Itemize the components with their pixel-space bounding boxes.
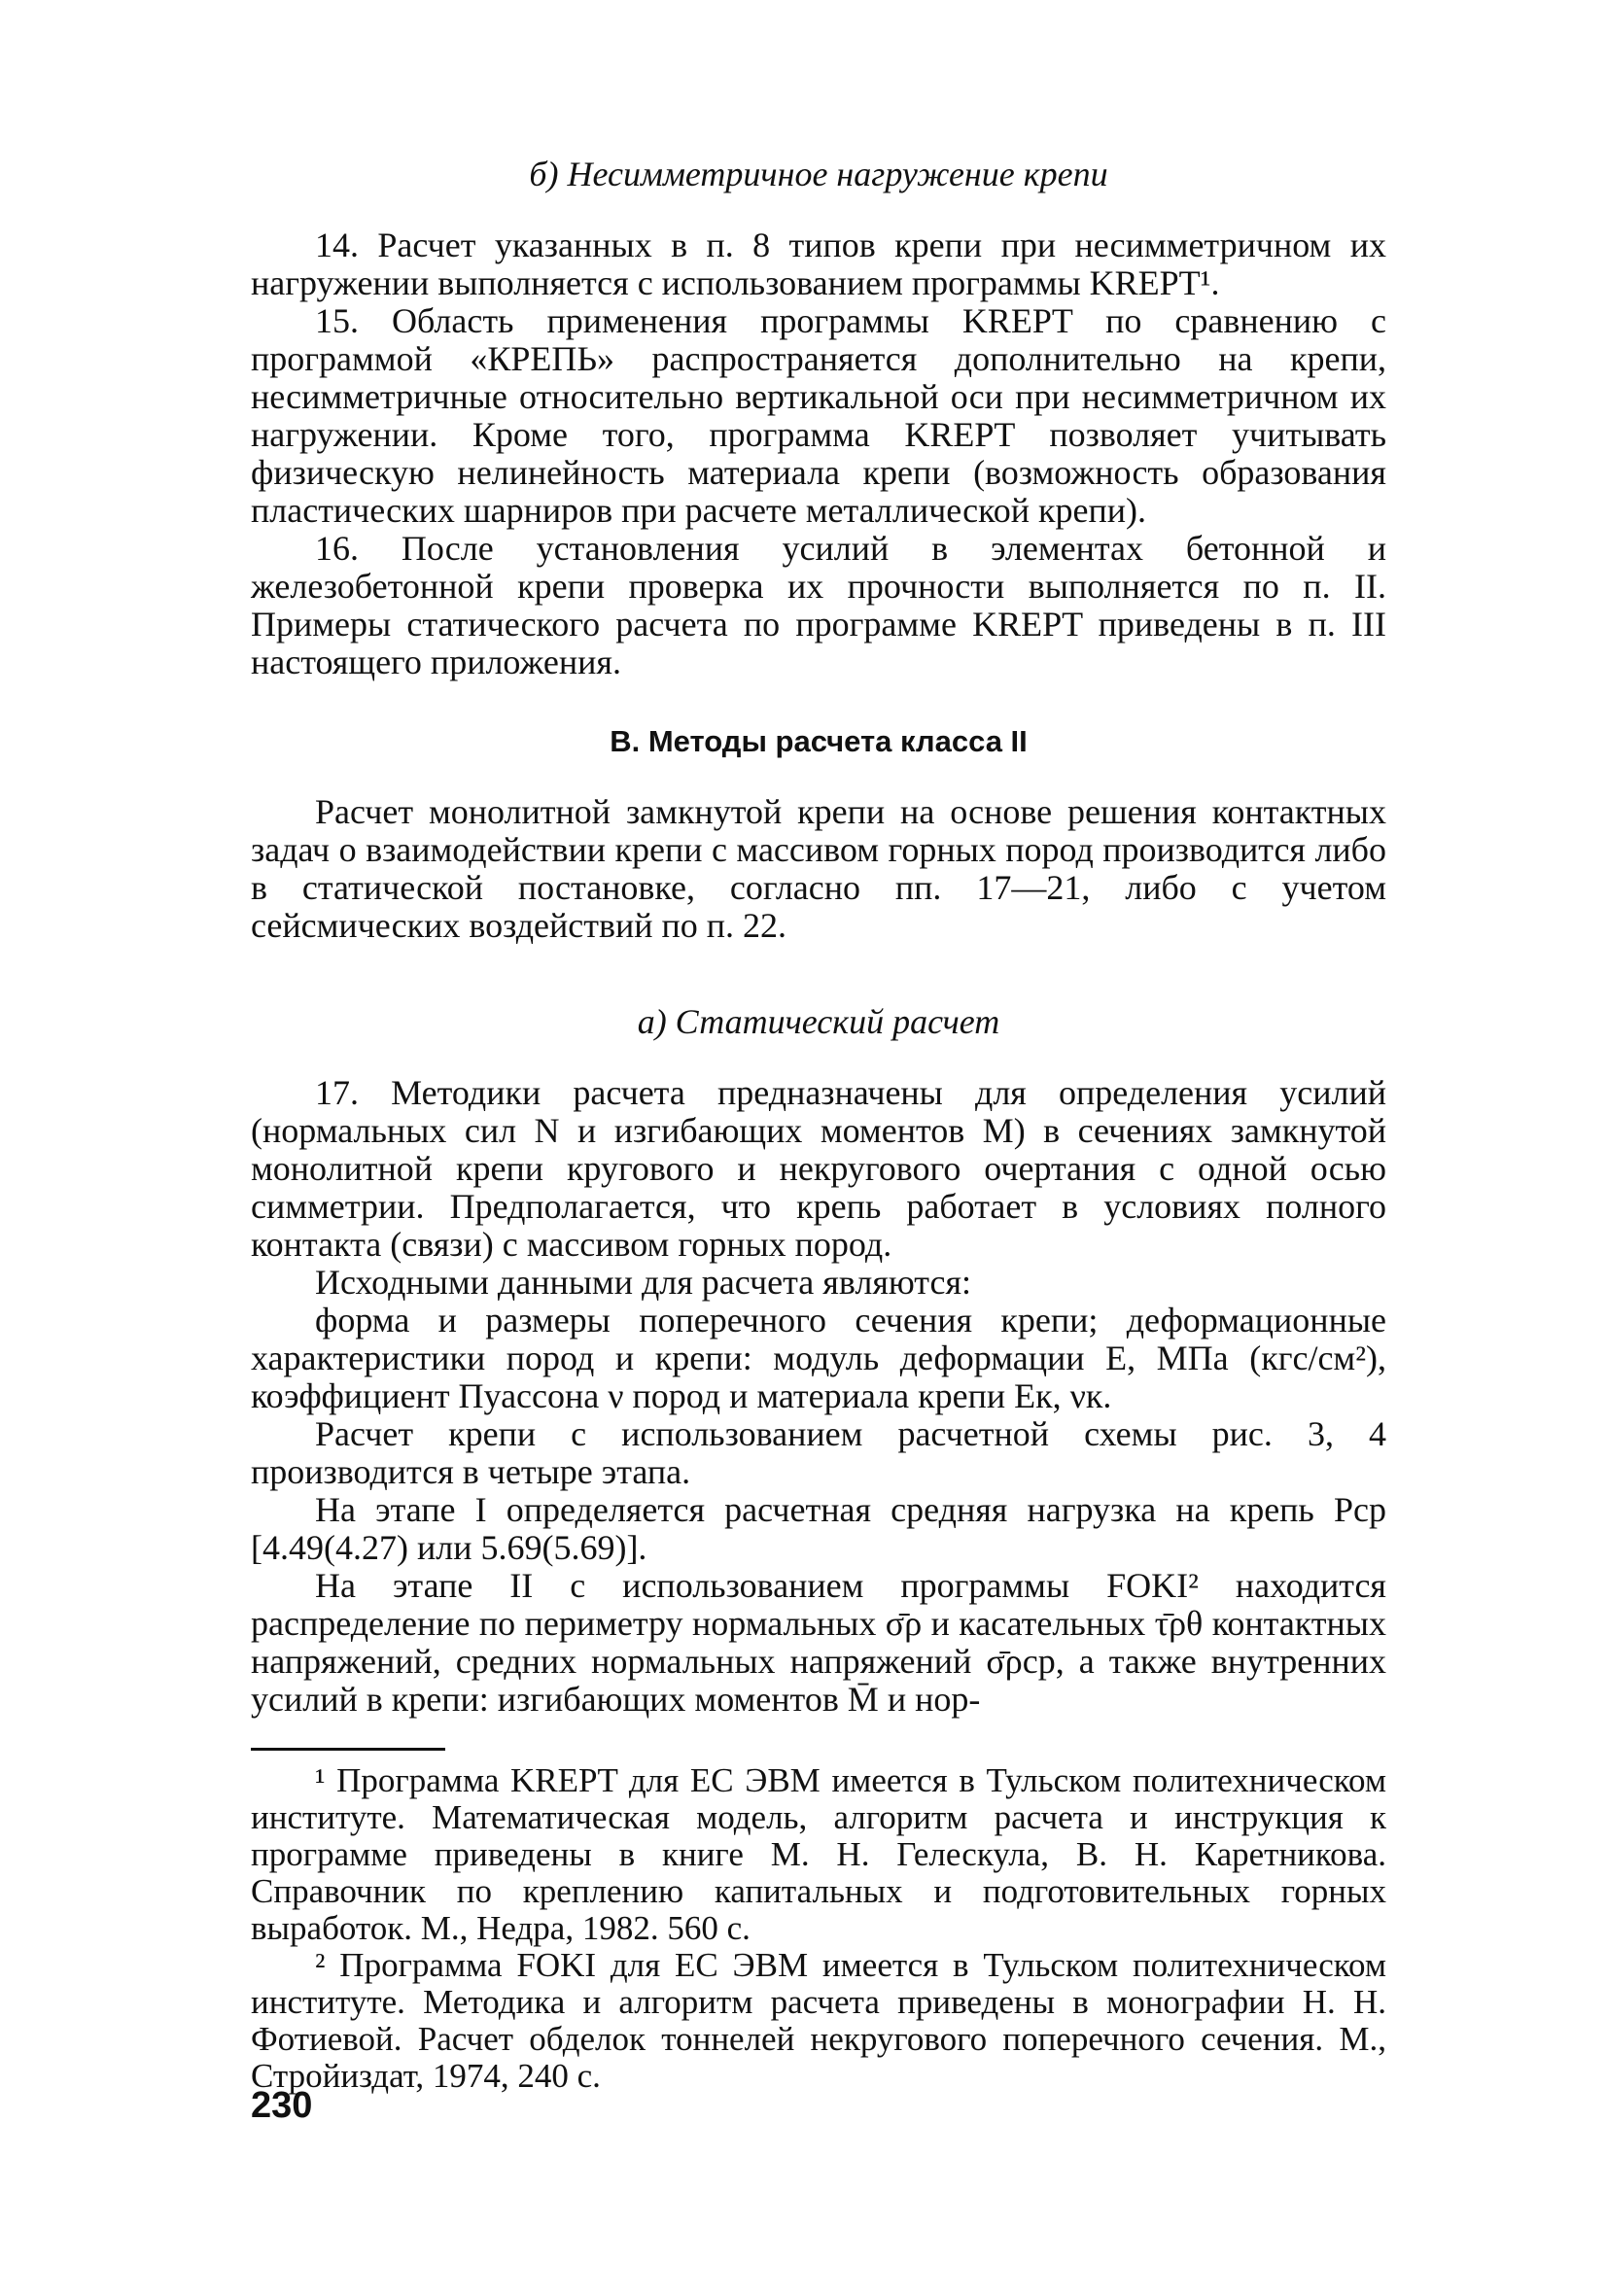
footnote-2: ² Программа FOKI для ЕС ЭВМ имеется в Тульском политехническом институте. Методика и алгоритм расчета приведены в монографии Н. Н. Фотиевой. Расчет обделок тоннелей некругового поперечного сечения. М., Стройиздат, 1974, 240 с. xyxy=(251,1946,1386,2095)
paragraph-17-stage-2: На этапе II с использованием программы FOKI² находится распределение по периметру нормальных σ̄ρ и касательных τ̄ρθ контактных напряжений, средних нормальных напряжений σ̄ρср, а также внутренних усилий в крепи: изгибающих моментов M̄ и нор- xyxy=(251,1566,1386,1719)
paragraph-17-input-data: Исходными данными для расчета являются: xyxy=(315,1263,972,1302)
paragraph-class-2-intro: Расчет монолитной замкнутой крепи на основе решения контактных задач о взаимодействии крепи с массивом горных пород производится либо в статической постановке, согласно пп. 17—21, либо с учетом сейсмических воздействий по п. 22. xyxy=(251,792,1386,945)
footnote-1: ¹ Программа KREPT для ЕС ЭВМ имеется в Тульском политехническом институте. Математическая модель, алгоритм расчета и инструкция к программе приведены в книге М. Н. Гелескула, В. Н. Каретникова. Справочник по креплению капитальных и подготовительных горных выработок. М., Недра, 1982. 560 с. xyxy=(251,1761,1386,1947)
paragraph-15: 15. Область применения программы KREPT по сравнению с программой «КРЕПЬ» распространяется дополнительно на крепи, несимметричные относительно вертикальной оси при несимметричном их нагружении. Кроме того, программа KREPT позволяет учитывать физическую нелинейность материала крепи (возможность образования пластических шарниров при расчете металлической крепи). xyxy=(251,301,1386,530)
paragraph-17-input-list: форма и размеры поперечного сечения крепи; деформационные характеристики пород и крепи: модуль деформации E, МПа (кгс/см²), коэффициент Пуассона ν пород и материала крепи Eк, νк. xyxy=(251,1301,1386,1415)
section-heading-static-calculation: а) Статический расчет xyxy=(637,1002,1000,1041)
paragraph-14: 14. Расчет указанных в п. 8 типов крепи при несимметричном их нагружении выполняется с использованием программы KREPT¹. xyxy=(251,226,1386,302)
document-page xyxy=(251,156,1386,2095)
paragraph-17: 17. Методики расчета предназначены для определения усилий (нормальных сил N и изгибающих моментов M) в сечениях замкнутой монолитной крепи кругового и некругового очертания с одной осью симметрии. Предполагается, что крепь работает в условиях полного контакта (связи) с массивом горных пород. xyxy=(251,1073,1386,1264)
section-heading-asymmetric-loading: б) Несимметричное нагружение крепи xyxy=(529,155,1108,193)
page-number: 230 xyxy=(251,2085,313,2126)
footnote-divider xyxy=(251,1748,445,1751)
paragraph-17-stages: Расчет крепи с использованием расчетной схемы рис. 3, 4 производится в четыре этапа. xyxy=(251,1414,1386,1491)
paragraph-16: 16. После установления усилий в элементах бетонной и железобетонной крепи проверка их прочности выполняется по п. II. Примеры статического расчета по программе KREPT приведены в п. III настоящего приложения. xyxy=(251,529,1386,681)
section-heading-class-2-methods: В. Методы расчета класса II xyxy=(610,724,1028,758)
paragraph-17-stage-1: На этапе I определяется расчетная средняя нагрузка на крепь Pср [4.49(4.27) или 5.69(5.69)]. xyxy=(251,1490,1386,1567)
